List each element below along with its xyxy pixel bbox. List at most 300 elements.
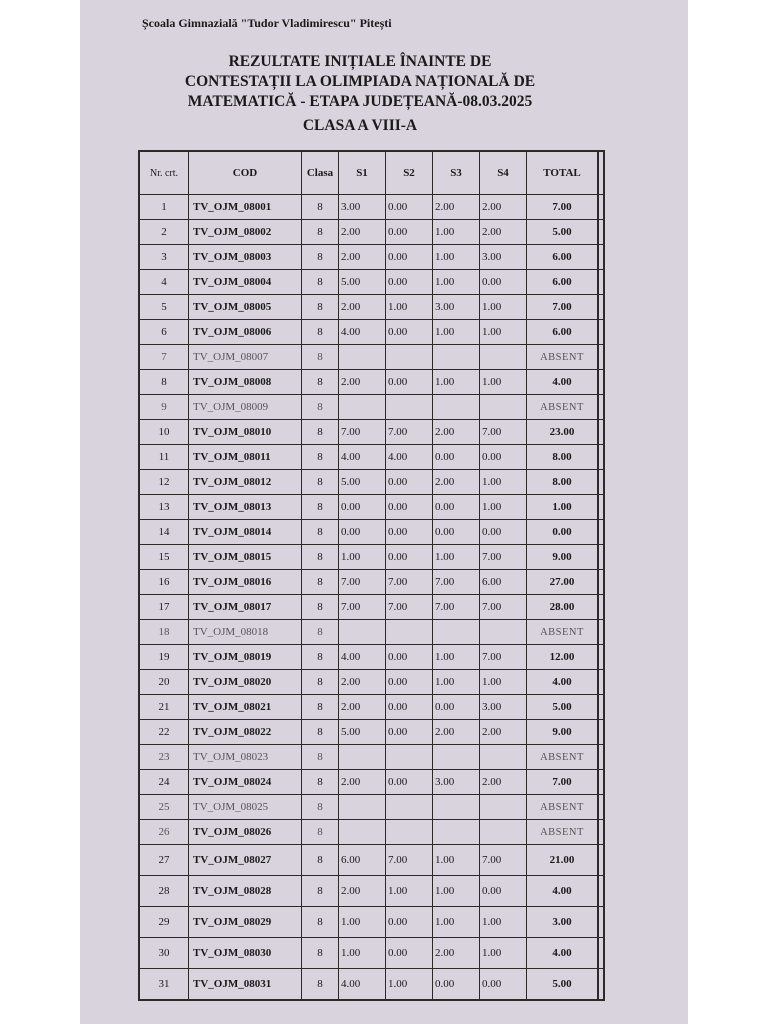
table-row [139,876,604,907]
row-s4: 6.00 [480,570,527,595]
row-nr: 4 [139,270,189,295]
col-header-clasa: Clasa [302,151,339,195]
table-row [139,845,604,876]
row-s4 [480,795,527,820]
row-s3: 0.00 [433,445,480,470]
row-clasa: 8 [302,645,339,670]
row-nr: 16 [139,570,189,595]
row-s3 [433,345,480,370]
row-s4: 1.00 [480,320,527,345]
row-s2: 0.00 [386,645,433,670]
row-s1: 4.00 [339,969,386,1001]
row-nr: 20 [139,670,189,695]
row-nr: 11 [139,445,189,470]
row-clasa: 8 [302,938,339,969]
row-clasa: 8 [302,907,339,938]
row-s3: 1.00 [433,220,480,245]
table-row [139,495,604,520]
table-edge [598,845,604,876]
row-s1: 6.00 [339,845,386,876]
table-row [139,720,604,745]
row-cod: TV_OJM_08004 [189,270,302,295]
row-total: ABSENT [527,745,599,770]
row-s3: 1.00 [433,545,480,570]
row-total: 8.00 [527,445,599,470]
table-edge [598,395,604,420]
row-cod: TV_OJM_08022 [189,720,302,745]
row-s3: 2.00 [433,938,480,969]
row-s4: 2.00 [480,720,527,745]
row-s4 [480,820,527,845]
table-edge [598,370,604,395]
row-s4: 1.00 [480,295,527,320]
row-s2 [386,395,433,420]
row-s4: 7.00 [480,645,527,670]
row-nr: 24 [139,770,189,795]
table-row [139,770,604,795]
row-s3 [433,795,480,820]
row-nr: 14 [139,520,189,545]
col-header-cod: COD [189,151,302,195]
row-s3 [433,820,480,845]
row-clasa: 8 [302,820,339,845]
table-edge [598,876,604,907]
table-row [139,795,604,820]
table-edge [598,907,604,938]
table-edge [598,270,604,295]
row-s4: 1.00 [480,938,527,969]
row-cod: TV_OJM_08006 [189,320,302,345]
row-s4: 7.00 [480,420,527,445]
row-s2: 1.00 [386,876,433,907]
table-row [139,645,604,670]
row-total: 7.00 [527,195,599,220]
row-clasa: 8 [302,695,339,720]
row-total: 0.00 [527,520,599,545]
row-cod: TV_OJM_08011 [189,445,302,470]
row-s4: 7.00 [480,845,527,876]
row-s2: 4.00 [386,445,433,470]
row-total: 23.00 [527,420,599,445]
row-s1 [339,820,386,845]
row-clasa: 8 [302,795,339,820]
row-s1: 2.00 [339,876,386,907]
row-s1: 2.00 [339,695,386,720]
row-s3: 1.00 [433,670,480,695]
row-s4: 3.00 [480,245,527,270]
row-s2 [386,820,433,845]
row-cod: TV_OJM_08015 [189,545,302,570]
row-s4: 0.00 [480,520,527,545]
table-row [139,745,604,770]
row-s2: 0.00 [386,270,433,295]
row-clasa: 8 [302,345,339,370]
row-total: ABSENT [527,795,599,820]
col-header-s1: S1 [339,151,386,195]
row-total: 27.00 [527,570,599,595]
row-s4 [480,620,527,645]
row-nr: 29 [139,907,189,938]
table-edge [598,795,604,820]
row-s4 [480,345,527,370]
row-clasa: 8 [302,195,339,220]
row-s1: 7.00 [339,420,386,445]
table-row [139,345,604,370]
row-clasa: 8 [302,720,339,745]
row-total: 3.00 [527,907,599,938]
row-s1: 2.00 [339,370,386,395]
row-clasa: 8 [302,570,339,595]
row-clasa: 8 [302,620,339,645]
row-s1: 4.00 [339,320,386,345]
row-nr: 1 [139,195,189,220]
row-cod: TV_OJM_08009 [189,395,302,420]
row-s4: 0.00 [480,969,527,1001]
table-row [139,695,604,720]
row-cod: TV_OJM_08026 [189,820,302,845]
table-row [139,938,604,969]
row-s1: 1.00 [339,907,386,938]
row-nr: 5 [139,295,189,320]
row-s4: 1.00 [480,670,527,695]
row-s3: 1.00 [433,845,480,876]
row-clasa: 8 [302,969,339,1001]
row-total: ABSENT [527,820,599,845]
row-s2: 0.00 [386,670,433,695]
table-edge [598,420,604,445]
row-nr: 18 [139,620,189,645]
row-s1 [339,345,386,370]
row-total: 9.00 [527,720,599,745]
row-total: 4.00 [527,938,599,969]
school-name: Școala Gimnazială "Tudor Vladimirescu" Pitești [142,16,392,30]
row-clasa: 8 [302,770,339,795]
table-row [139,470,604,495]
row-clasa: 8 [302,670,339,695]
table-edge [598,595,604,620]
row-s2 [386,345,433,370]
row-s2: 0.00 [386,520,433,545]
row-cod: TV_OJM_08002 [189,220,302,245]
row-cod: TV_OJM_08023 [189,745,302,770]
row-nr: 2 [139,220,189,245]
row-nr: 17 [139,595,189,620]
row-s4 [480,745,527,770]
title-line: REZULTATE INIȚIALE ÎNAINTE DE [228,53,492,70]
row-nr: 3 [139,245,189,270]
row-total: 7.00 [527,770,599,795]
row-s2: 7.00 [386,420,433,445]
table-row [139,969,604,1001]
row-s1: 4.00 [339,445,386,470]
row-total: 21.00 [527,845,599,876]
row-cod: TV_OJM_08017 [189,595,302,620]
row-cod: TV_OJM_08024 [189,770,302,795]
row-s3 [433,745,480,770]
row-nr: 30 [139,938,189,969]
row-s3: 7.00 [433,595,480,620]
row-cod: TV_OJM_08003 [189,245,302,270]
row-nr: 27 [139,845,189,876]
table-row [139,320,604,345]
row-s1: 4.00 [339,645,386,670]
row-clasa: 8 [302,445,339,470]
row-nr: 6 [139,320,189,345]
table-row [139,420,604,445]
row-total: 4.00 [527,670,599,695]
row-clasa: 8 [302,220,339,245]
table-edge [598,820,604,845]
row-s4: 2.00 [480,195,527,220]
row-clasa: 8 [302,420,339,445]
table-edge [598,720,604,745]
row-total: 6.00 [527,270,599,295]
row-s1: 0.00 [339,520,386,545]
table-row [139,570,604,595]
row-total: 28.00 [527,595,599,620]
table-edge [598,470,604,495]
row-s1: 7.00 [339,595,386,620]
row-s3: 1.00 [433,320,480,345]
row-s3: 3.00 [433,295,480,320]
table-edge [598,220,604,245]
row-s1 [339,395,386,420]
row-cod: TV_OJM_08019 [189,645,302,670]
table-edge [598,151,604,195]
table-edge [598,969,604,1001]
row-s4: 1.00 [480,370,527,395]
row-s1: 2.00 [339,245,386,270]
row-nr: 28 [139,876,189,907]
row-s2: 0.00 [386,770,433,795]
row-cod: TV_OJM_08010 [189,420,302,445]
table-edge [598,545,604,570]
table-row [139,620,604,645]
row-cod: TV_OJM_08008 [189,370,302,395]
row-clasa: 8 [302,395,339,420]
table-row [139,245,604,270]
row-s2: 0.00 [386,220,433,245]
document-title [150,52,570,112]
row-cod: TV_OJM_08027 [189,845,302,876]
row-clasa: 8 [302,320,339,345]
row-clasa: 8 [302,295,339,320]
table-edge [598,645,604,670]
row-clasa: 8 [302,270,339,295]
row-total: ABSENT [527,395,599,420]
row-s3: 2.00 [433,470,480,495]
row-s1: 5.00 [339,720,386,745]
row-clasa: 8 [302,370,339,395]
row-s1: 2.00 [339,770,386,795]
row-total: 7.00 [527,295,599,320]
row-clasa: 8 [302,495,339,520]
row-s2: 0.00 [386,720,433,745]
row-clasa: 8 [302,470,339,495]
title-line: MATEMATICĂ - ETAPA JUDEȚEANĂ-08.03.2025 [187,93,533,110]
row-s3 [433,395,480,420]
table-edge [598,670,604,695]
results-table [138,150,605,1001]
col-header-total: TOTAL [527,151,599,195]
row-s2: 1.00 [386,969,433,1001]
row-nr: 21 [139,695,189,720]
row-s3: 0.00 [433,969,480,1001]
table-edge [598,570,604,595]
row-cod: TV_OJM_08014 [189,520,302,545]
table-row [139,220,604,245]
table-edge [598,745,604,770]
table-edge [598,295,604,320]
row-s1: 5.00 [339,270,386,295]
row-s4: 0.00 [480,270,527,295]
table-edge [598,195,604,220]
row-cod: TV_OJM_08016 [189,570,302,595]
row-s2: 0.00 [386,245,433,270]
row-s3: 7.00 [433,570,480,595]
row-s2: 7.00 [386,845,433,876]
row-s2 [386,620,433,645]
row-clasa: 8 [302,595,339,620]
row-s2: 7.00 [386,595,433,620]
row-clasa: 8 [302,545,339,570]
table-row [139,670,604,695]
row-cod: TV_OJM_08005 [189,295,302,320]
col-header-s3: S3 [433,151,480,195]
row-s4: 7.00 [480,545,527,570]
row-s1 [339,620,386,645]
row-s4: 0.00 [480,445,527,470]
row-s3: 2.00 [433,420,480,445]
row-s2: 7.00 [386,570,433,595]
row-s1: 1.00 [339,938,386,969]
table-row [139,545,604,570]
class-subtitle: CLASA A VIII-A [302,117,418,134]
row-cod: TV_OJM_08013 [189,495,302,520]
row-s4: 1.00 [480,907,527,938]
row-s3 [433,620,480,645]
row-s2: 0.00 [386,370,433,395]
row-clasa: 8 [302,745,339,770]
table-edge [598,938,604,969]
table-edge [598,770,604,795]
row-s1: 2.00 [339,220,386,245]
row-s2: 1.00 [386,295,433,320]
row-s1: 7.00 [339,570,386,595]
row-nr: 15 [139,545,189,570]
row-total: 4.00 [527,876,599,907]
row-cod: TV_OJM_08021 [189,695,302,720]
row-nr: 25 [139,795,189,820]
row-nr: 12 [139,470,189,495]
row-total: ABSENT [527,345,599,370]
table-edge [598,495,604,520]
table-edge [598,695,604,720]
title-line: CONTESTAȚII LA OLIMPIADA NAȚIONALĂ DE [184,73,536,90]
row-s2: 0.00 [386,320,433,345]
row-s2: 0.00 [386,695,433,720]
row-s3: 0.00 [433,495,480,520]
row-s2 [386,745,433,770]
row-total: 5.00 [527,969,599,1001]
row-s1: 2.00 [339,295,386,320]
row-nr: 7 [139,345,189,370]
table-edge [598,345,604,370]
table-header-row [139,151,604,195]
row-cod: TV_OJM_08031 [189,969,302,1001]
row-cod: TV_OJM_08025 [189,795,302,820]
row-total: 6.00 [527,245,599,270]
row-s4: 3.00 [480,695,527,720]
table-row [139,195,604,220]
row-nr: 10 [139,420,189,445]
row-total: 8.00 [527,470,599,495]
table-edge [598,445,604,470]
row-nr: 23 [139,745,189,770]
row-total: 6.00 [527,320,599,345]
row-s1: 0.00 [339,495,386,520]
row-s4: 0.00 [480,876,527,907]
row-total: 9.00 [527,545,599,570]
row-cod: TV_OJM_08018 [189,620,302,645]
row-s3: 0.00 [433,520,480,545]
row-clasa: 8 [302,845,339,876]
row-clasa: 8 [302,520,339,545]
row-cod: TV_OJM_08020 [189,670,302,695]
table-row [139,520,604,545]
row-s3: 1.00 [433,907,480,938]
row-s4: 2.00 [480,770,527,795]
row-nr: 26 [139,820,189,845]
row-s1 [339,795,386,820]
row-s4: 1.00 [480,470,527,495]
row-s3: 1.00 [433,270,480,295]
row-s4: 1.00 [480,495,527,520]
row-s2: 0.00 [386,907,433,938]
row-s3: 1.00 [433,245,480,270]
table-edge [598,320,604,345]
row-nr: 8 [139,370,189,395]
row-total: 5.00 [527,695,599,720]
table-body [139,195,604,1001]
table-edge [598,245,604,270]
row-cod: TV_OJM_08029 [189,907,302,938]
table-row [139,270,604,295]
row-s2 [386,795,433,820]
row-s1: 3.00 [339,195,386,220]
row-s1: 2.00 [339,670,386,695]
table-edge [598,520,604,545]
row-total: 4.00 [527,370,599,395]
row-total: 12.00 [527,645,599,670]
row-clasa: 8 [302,245,339,270]
row-s3: 3.00 [433,770,480,795]
table-row [139,295,604,320]
row-s3: 1.00 [433,645,480,670]
col-header-s4: S4 [480,151,527,195]
row-total: 5.00 [527,220,599,245]
row-s2: 0.00 [386,938,433,969]
row-s2: 0.00 [386,545,433,570]
row-clasa: 8 [302,876,339,907]
table-row [139,370,604,395]
row-cod: TV_OJM_08001 [189,195,302,220]
row-s2: 0.00 [386,195,433,220]
col-header-s2: S2 [386,151,433,195]
row-s3: 0.00 [433,695,480,720]
row-cod: TV_OJM_08028 [189,876,302,907]
row-s3: 1.00 [433,876,480,907]
